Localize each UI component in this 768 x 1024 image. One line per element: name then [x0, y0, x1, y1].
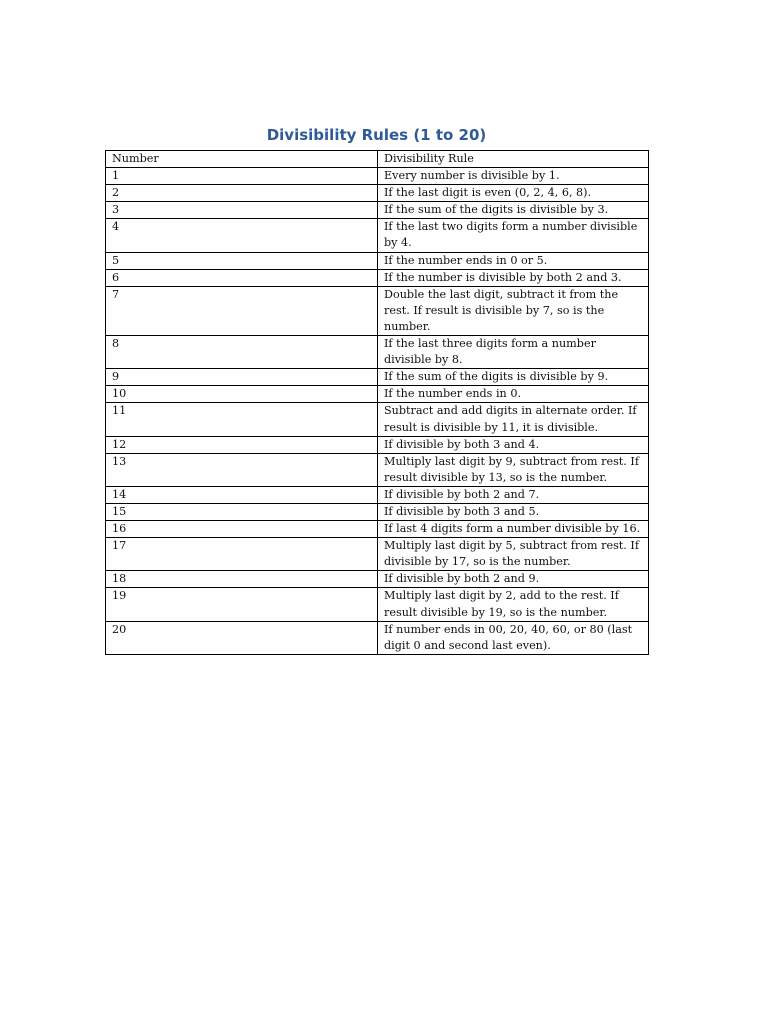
number-cell: 18: [106, 571, 378, 588]
rule-cell: If the last three digits form a number divisible by 8.: [378, 336, 649, 369]
table-row: [106, 436, 649, 453]
rule-cell: Multiply last digit by 9, subtract from rest. If result divisible by 13, so is the number.: [378, 453, 649, 486]
rule-cell: Subtract and add digits in alternate order. If result is divisible by 11, it is divisible.: [378, 403, 649, 436]
table-row: [106, 185, 649, 202]
table-row: [106, 336, 649, 369]
rule-cell: Multiply last digit by 5, subtract from rest. If divisible by 17, so is the number.: [378, 538, 649, 571]
rule-cell: If the sum of the digits is divisible by 9.: [378, 369, 649, 386]
table-row: [106, 521, 649, 538]
number-cell: 19: [106, 588, 378, 621]
rule-cell: Every number is divisible by 1.: [378, 168, 649, 185]
number-cell: 7: [106, 286, 378, 335]
table-row: [106, 386, 649, 403]
number-cell: 4: [106, 219, 378, 252]
rule-cell: If the last two digits form a number divisible by 4.: [378, 219, 649, 252]
rule-cell: If the number ends in 0.: [378, 386, 649, 403]
rule-cell: Double the last digit, subtract it from the rest. If result is divisible by 7, so is the number.: [378, 286, 649, 335]
number-cell: 14: [106, 486, 378, 503]
number-cell: 9: [106, 369, 378, 386]
number-cell: 16: [106, 521, 378, 538]
number-cell: 13: [106, 453, 378, 486]
number-cell: 20: [106, 621, 378, 654]
table-body: [106, 168, 649, 655]
rule-cell: Multiply last digit by 2, add to the rest. If result divisible by 19, so is the number.: [378, 588, 649, 621]
table-row: [106, 403, 649, 436]
number-cell: 1: [106, 168, 378, 185]
table-row: [106, 252, 649, 269]
table-row: [106, 621, 649, 654]
table-row: [106, 286, 649, 335]
rule-cell: If divisible by both 3 and 4.: [378, 436, 649, 453]
table-row: [106, 538, 649, 571]
table-row: [106, 202, 649, 219]
table-row: [106, 219, 649, 252]
number-cell: 15: [106, 503, 378, 520]
table-row: [106, 453, 649, 486]
rule-cell: If divisible by both 3 and 5.: [378, 503, 649, 520]
rule-cell: If the sum of the digits is divisible by 3.: [378, 202, 649, 219]
number-cell: 10: [106, 386, 378, 403]
number-cell: 8: [106, 336, 378, 369]
rule-cell: If divisible by both 2 and 7.: [378, 486, 649, 503]
number-cell: 17: [106, 538, 378, 571]
number-cell: 3: [106, 202, 378, 219]
number-cell: 5: [106, 252, 378, 269]
table-row: [106, 588, 649, 621]
page-title: Divisibility Rules (1 to 20): [266, 126, 487, 144]
rule-cell: If the number ends in 0 or 5.: [378, 252, 649, 269]
number-cell: 2: [106, 185, 378, 202]
rule-cell: If the last digit is even (0, 2, 4, 6, 8).: [378, 185, 649, 202]
table-row: [106, 369, 649, 386]
table-header-row: [106, 151, 649, 168]
number-cell: 12: [106, 436, 378, 453]
rule-cell: If number ends in 00, 20, 40, 60, or 80 (last digit 0 and second last even).: [378, 621, 649, 654]
column-header-number: Number: [106, 151, 378, 168]
divisibility-rules-table: [105, 150, 649, 655]
rule-cell: If divisible by both 2 and 9.: [378, 571, 649, 588]
column-header-rule: Divisibility Rule: [378, 151, 649, 168]
table-row: [106, 168, 649, 185]
table-row: [106, 503, 649, 520]
rule-cell: If the number is divisible by both 2 and 3.: [378, 269, 649, 286]
table-row: [106, 269, 649, 286]
number-cell: 6: [106, 269, 378, 286]
rule-cell: If last 4 digits form a number divisible by 16.: [378, 521, 649, 538]
number-cell: 11: [106, 403, 378, 436]
table-row: [106, 486, 649, 503]
table-row: [106, 571, 649, 588]
